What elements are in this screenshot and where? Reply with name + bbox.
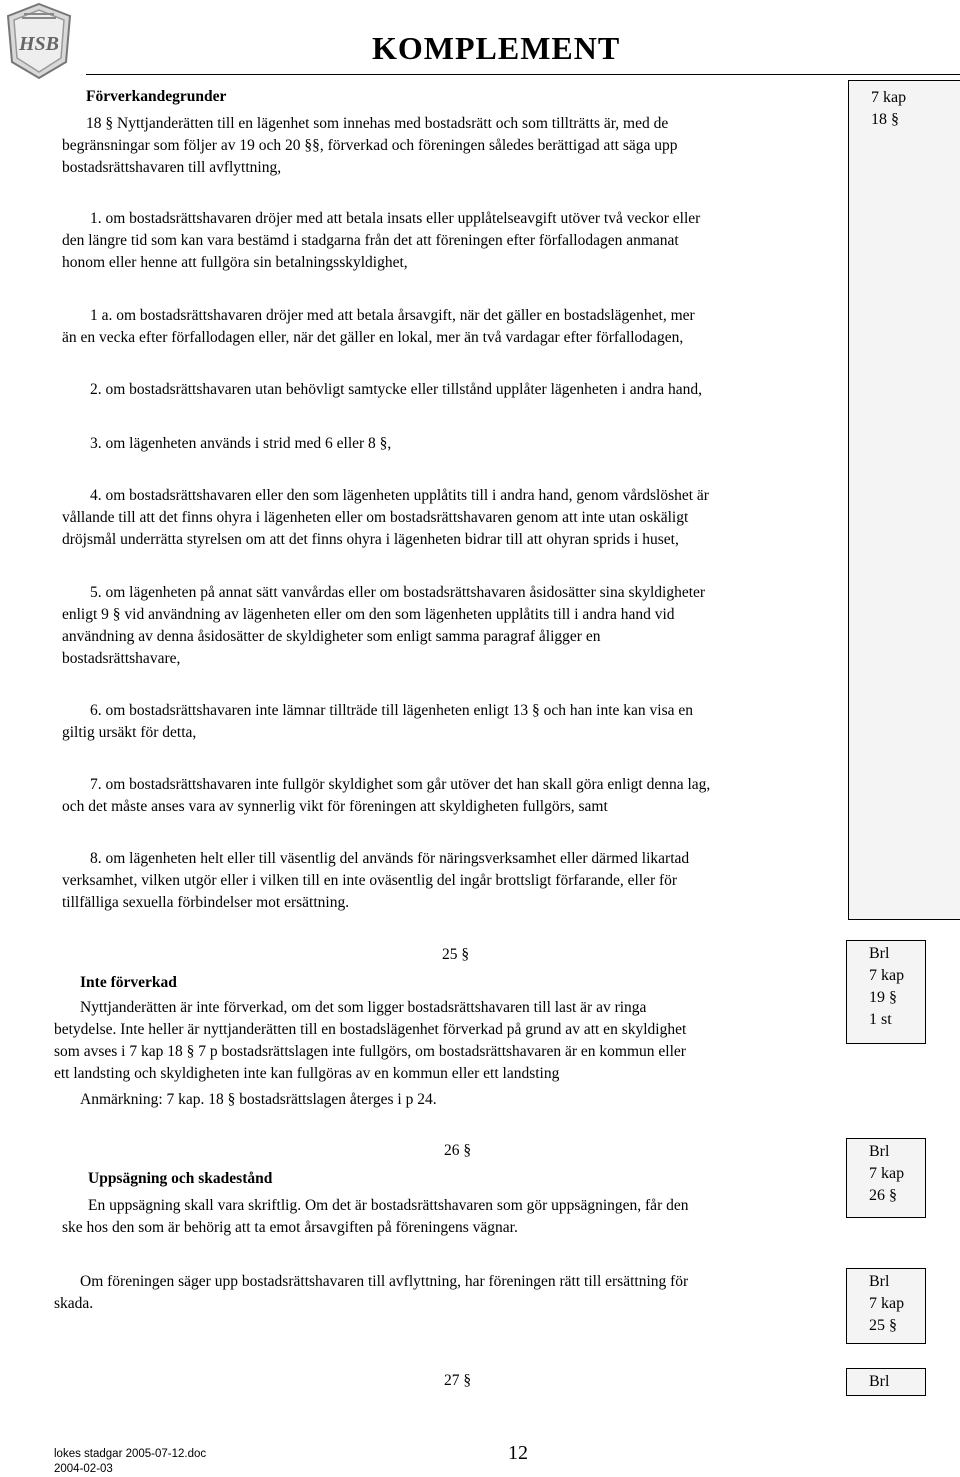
margin-line: 1 st	[869, 1011, 892, 1028]
margin-line: Brl	[869, 1143, 890, 1160]
text-line: 8. om lägenheten helt eller till väsentlig del används för näringsverksamhet eller därmed likartad	[90, 850, 690, 867]
text-line: bostadsrättshavare,	[62, 650, 181, 667]
margin-reference-27	[846, 1368, 926, 1396]
footer-date: 2004-02-03	[54, 1463, 113, 1475]
text-line: enligt 9 § vid användning av lägenheten eller om den som lägenheten upplåtits till i andra hand vid	[62, 606, 675, 623]
section-number: 27 §	[444, 1372, 472, 1389]
list-item	[62, 305, 695, 349]
section-number: 26 §	[444, 1142, 472, 1159]
list-item	[62, 848, 689, 914]
text-line: 2. om bostadsrättshavaren utan behövligt samtycke eller tillstånd upplåter lägenheten i andra hand,	[90, 381, 703, 398]
paragraph	[54, 1271, 688, 1315]
margin-line: 26 §	[869, 1187, 897, 1204]
margin-line: 7 kap	[869, 1165, 905, 1182]
hsb-logo	[4, 2, 74, 80]
margin-reference-19	[846, 940, 926, 1044]
list-item	[62, 379, 702, 401]
margin-line: 7 kap	[871, 89, 907, 106]
text-line: 1. om bostadsrättshavaren dröjer med att betala insats eller upplåtelseavgift utöver två veckor eller	[90, 210, 701, 227]
text-line: än en vecka efter förfallodagen eller, när det gäller en lokal, mer än två vardagar efter förfallodagen,	[62, 329, 684, 346]
text-line: användning av denna åsidosätter de skyldigheter som enligt samma paragraf åligger en	[62, 628, 601, 645]
text-line: den längre tid som kan vara bestämd i stadgarna från det att föreningen efter förfallodagen anmanat	[62, 232, 679, 249]
text-line: 3. om lägenheten används i strid med 6 eller 8 §,	[90, 435, 392, 452]
text-line: ske hos den som är behörig att ta emot årsavgiften på föreningens vägnar.	[62, 1219, 518, 1236]
text-line: tillfälliga sexuella förbindelser mot ersättning.	[62, 894, 350, 911]
list-item	[62, 582, 705, 670]
margin-reference-7-18	[848, 80, 960, 920]
text-line: Nyttjanderätten är inte förverkad, om det som ligger bostadsrättshavaren till last är av ringa	[80, 999, 647, 1016]
margin-line: Brl	[869, 945, 890, 962]
text-line: 7. om bostadsrättshavaren inte fullgör skyldighet som går utöver det han skall göra enligt denna lag,	[90, 776, 711, 793]
text-line: vållande till att det finns ohyra i lägenheten eller om bostadsrättshavaren genom att inte utan oskäligt	[62, 509, 689, 526]
list-item	[62, 774, 710, 818]
margin-line: 18 §	[871, 111, 899, 128]
svg-text:HSB: HSB	[18, 33, 60, 55]
text-line: Om föreningen säger upp bostadsrättshavaren till avflyttning, har föreningen rätt till ersättning för	[80, 1273, 689, 1290]
note: Anmärkning: 7 kap. 18 § bostadsrättslagen återges i p 24.	[80, 1091, 437, 1108]
section-heading: Förverkandegrunder	[86, 88, 227, 105]
list-item	[62, 433, 391, 455]
list-item	[62, 485, 709, 551]
text-line: verksamhet, vilken utgör eller i vilken till en inte oväsentlig del ingår brottsligt förfarande, eller för	[62, 872, 678, 889]
text-line: 18 § Nyttjanderätten till en lägenhet som innehas med bostadsrätt och som tillträtts är, med de	[86, 115, 669, 132]
text-line: 5. om lägenheten på annat sätt vanvårdas eller om bostadsrättshavaren åsidosätter sina skyldigheter	[90, 584, 706, 601]
paragraph	[62, 1195, 688, 1239]
text-line: dröjsmål underrätta styrelsen om att det finns ohyra i lägenheten bidrar till att ohyran sprids i huset,	[62, 531, 679, 548]
margin-line: 25 §	[869, 1317, 897, 1334]
section-number: 25 §	[442, 946, 470, 963]
text-line: 6. om bostadsrättshavaren inte lämnar tillträde till lägenheten enligt 13 § och han inte kan visa en	[90, 702, 694, 719]
margin-line: Brl	[869, 1373, 890, 1390]
list-item	[62, 700, 693, 744]
section-heading: Uppsägning och skadestånd	[88, 1170, 273, 1187]
text-line: honom eller henne att fullgöra sin betalningsskyldighet,	[62, 254, 408, 271]
footer-file: lokes stadgar 2005-07-12.doc	[54, 1448, 207, 1460]
text-line: begränsningar som följer av 19 och 20 §§, förverkad och föreningen således berättigad att säga upp	[62, 137, 678, 154]
header-rule	[86, 74, 960, 75]
text-line: ett landsting och skyldigheten inte kan fullgöras av en kommun eller ett landsting	[54, 1065, 560, 1082]
text-line: En uppsägning skall vara skriftlig. Om det är bostadsrättshavaren som gör uppsägningen, får den	[88, 1197, 689, 1214]
list-item	[62, 208, 700, 274]
margin-reference-25	[846, 1268, 926, 1344]
paragraph	[54, 997, 686, 1085]
margin-line: 19 §	[869, 989, 897, 1006]
text-line: bostadsrättshavaren till avflyttning,	[62, 159, 282, 176]
margin-line: 7 kap	[869, 967, 905, 984]
margin-reference-26	[846, 1138, 926, 1218]
margin-line: 7 kap	[869, 1295, 905, 1312]
text-line: och det måste anses vara av synnerlig vikt för föreningen att skyldigheten fullgörs, samt	[62, 798, 608, 815]
section-heading: Inte förverkad	[80, 974, 177, 991]
text-line: skada.	[54, 1295, 94, 1312]
page-number: 12	[508, 1442, 528, 1464]
text-line: 4. om bostadsrättshavaren eller den som lägenheten upplåtits till i andra hand, genom vårdslöshet är	[90, 487, 709, 504]
text-line: giltig ursäkt för detta,	[62, 724, 197, 741]
text-line: betydelse. Inte heller är nyttjanderätten till en bostadslägenhet förverkad på grund av att en skyldighet	[54, 1021, 687, 1038]
text-line: som avses i 7 kap 18 § 7 p bostadsrättslagen inte fullgörs, om bostadsrättshavaren är en kommun eller	[54, 1043, 686, 1060]
text-line: 1 a. om bostadsrättshavaren dröjer med att betala årsavgift, när det gäller en bostadslägenhet, mer	[90, 307, 695, 324]
page-title: KOMPLEMENT	[372, 30, 621, 66]
intro-paragraph	[62, 113, 678, 179]
margin-line: Brl	[869, 1273, 890, 1290]
